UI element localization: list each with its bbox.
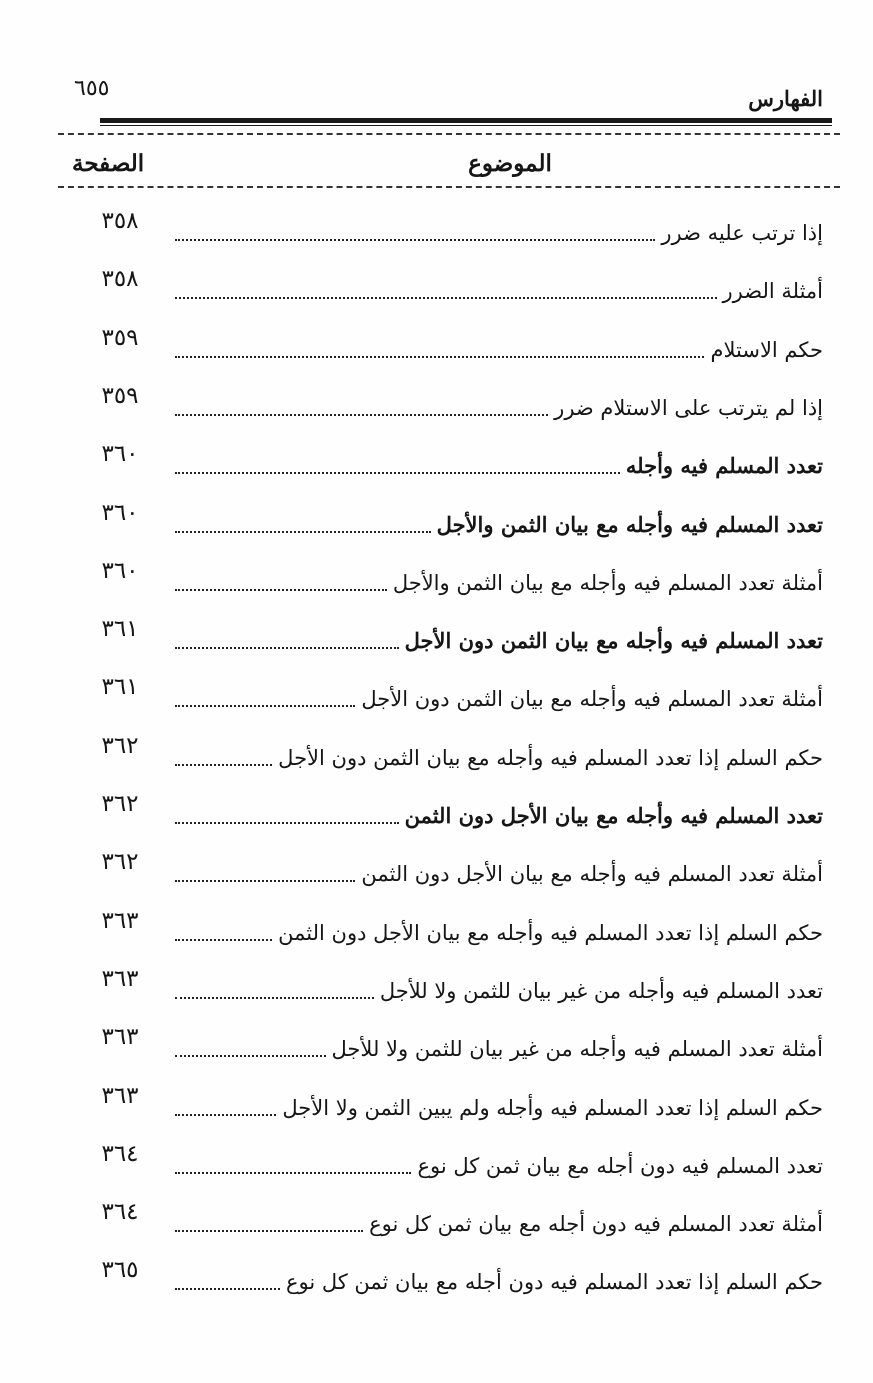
toc-entry-title: حكم السلم إذا تعدد المسلم فيه وأجله مع بيان الثمن دون الأجل bbox=[278, 745, 823, 770]
header-rule-thin bbox=[100, 125, 832, 126]
toc-row[interactable] bbox=[0, 729, 873, 787]
toc-entry-title: أمثلة تعدد المسلم فيه وأجله مع بيان الأجل دون الثمن bbox=[361, 862, 823, 887]
dot-leader bbox=[175, 705, 355, 707]
page-number: ٦٥٥ bbox=[74, 76, 110, 101]
toc-entry bbox=[175, 496, 823, 554]
toc-row[interactable] bbox=[0, 670, 873, 728]
toc-entry-title: تعدد المسلم فيه وأجله من غير بيان للثمن ولا للأجل bbox=[379, 978, 823, 1003]
dot-leader bbox=[175, 356, 704, 358]
dot-leader bbox=[175, 1230, 363, 1232]
toc-page-number: ٣٦٢ bbox=[101, 791, 139, 817]
toc-page-number: ٣٦٠ bbox=[101, 557, 139, 584]
toc-entry-title: حكم السلم إذا تعدد المسلم فيه وأجله مع بيان الأجل دون الثمن bbox=[278, 920, 823, 945]
toc-entry bbox=[175, 321, 823, 379]
toc-page-number: ٣٥٩ bbox=[101, 382, 139, 409]
toc-entry bbox=[175, 670, 823, 728]
toc-row[interactable] bbox=[0, 1253, 873, 1311]
toc-row[interactable] bbox=[0, 1137, 873, 1195]
toc-entry bbox=[175, 554, 823, 612]
column-heading-page: الصفحة bbox=[72, 150, 145, 177]
toc-entry-title: حكم السلم إذا تعدد المسلم فيه وأجله ولم يبين الثمن ولا الأجل bbox=[282, 1095, 823, 1120]
toc-page-number: ٣٦٢ bbox=[101, 732, 139, 759]
toc-page-number: ٣٦٢ bbox=[101, 849, 139, 876]
toc-row[interactable] bbox=[0, 379, 873, 437]
toc-section-title: تعدد المسلم فيه وأجله مع بيان الثمن دون الأجل bbox=[404, 628, 823, 654]
toc-entry-title: تعدد المسلم فيه دون أجله مع بيان ثمن كل نوع bbox=[417, 1153, 823, 1178]
toc-row[interactable] bbox=[0, 612, 873, 670]
toc-row[interactable] bbox=[0, 321, 873, 379]
toc-page-number: ٣٦٤ bbox=[101, 1140, 139, 1167]
toc-row[interactable] bbox=[0, 1020, 873, 1078]
toc-entry bbox=[175, 612, 823, 670]
toc-entry bbox=[175, 1253, 823, 1311]
toc-entry-title: إذا ترتب عليه ضرر bbox=[661, 221, 823, 245]
dot-leader bbox=[175, 1055, 326, 1057]
toc-row[interactable] bbox=[0, 262, 873, 320]
toc-entry bbox=[175, 1020, 823, 1078]
column-heading-dashed-rule bbox=[58, 186, 840, 188]
running-header-title: الفهارس bbox=[748, 86, 823, 111]
toc-entry bbox=[175, 904, 823, 962]
toc-row[interactable] bbox=[0, 845, 873, 903]
toc-entry-title: أمثلة تعدد المسلم فيه وأجله مع بيان الثمن والأجل bbox=[392, 570, 823, 595]
toc-section-title: تعدد المسلم فيه وأجله bbox=[625, 453, 823, 479]
toc-entry bbox=[175, 1195, 823, 1253]
toc-page-number: ٣٦١ bbox=[101, 674, 139, 701]
dot-leader bbox=[175, 997, 374, 999]
toc-page-number: ٣٦٠ bbox=[101, 499, 139, 526]
dot-leader bbox=[175, 764, 272, 766]
toc-page-number: ٣٥٩ bbox=[101, 324, 139, 351]
toc-entry-title: أمثلة الضرر bbox=[722, 279, 823, 304]
toc-section-title: تعدد المسلم فيه وأجله مع بيان الثمن والأجل bbox=[436, 511, 823, 537]
toc-row[interactable] bbox=[0, 437, 873, 495]
dot-leader bbox=[175, 297, 717, 299]
header-dashed-rule bbox=[58, 133, 840, 135]
dot-leader bbox=[175, 822, 399, 824]
toc-page-number: ٣٥٨ bbox=[101, 208, 139, 234]
toc-entry bbox=[175, 1079, 823, 1137]
toc-entry-title: أمثلة تعدد المسلم فيه وأجله من غير بيان للثمن ولا للأجل bbox=[331, 1037, 823, 1062]
toc-entry bbox=[175, 1137, 823, 1195]
toc-page-number: ٣٦٤ bbox=[101, 1199, 139, 1226]
dot-leader bbox=[175, 414, 548, 416]
toc-row[interactable] bbox=[0, 554, 873, 612]
toc-section-title: تعدد المسلم فيه وأجله مع بيان الأجل دون الثمن bbox=[404, 803, 823, 828]
toc-row[interactable] bbox=[0, 904, 873, 962]
dot-leader bbox=[175, 939, 272, 941]
toc-entry bbox=[175, 787, 823, 845]
toc-entry-title: أمثلة تعدد المسلم فيه دون أجله مع بيان ثمن كل نوع bbox=[369, 1212, 823, 1237]
toc-page-number: ٣٦٣ bbox=[101, 1024, 139, 1051]
column-heading-topic: الموضوع bbox=[468, 150, 552, 177]
toc-entry bbox=[175, 379, 823, 437]
toc-entry bbox=[175, 437, 823, 495]
toc-entry bbox=[175, 845, 823, 903]
dot-leader bbox=[175, 1288, 280, 1290]
toc-row[interactable] bbox=[0, 204, 873, 262]
toc-page-number: ٣٥٨ bbox=[101, 266, 139, 293]
dot-leader bbox=[175, 880, 355, 882]
dot-leader bbox=[175, 1172, 411, 1174]
toc-entry bbox=[175, 962, 823, 1020]
toc-entry bbox=[175, 204, 823, 262]
toc-entry-title: أمثلة تعدد المسلم فيه وأجله مع بيان الثمن دون الأجل bbox=[361, 687, 823, 712]
toc-entry-title: حكم الاستلام bbox=[710, 337, 823, 362]
toc-page-number: ٣٦٣ bbox=[101, 907, 139, 934]
dot-leader bbox=[175, 647, 399, 649]
toc-page-number: ٣٦١ bbox=[101, 616, 139, 643]
dot-leader bbox=[175, 531, 431, 533]
toc-row[interactable] bbox=[0, 1079, 873, 1137]
toc-entry-title: حكم السلم إذا تعدد المسلم فيه دون أجله مع بيان ثمن كل نوع bbox=[285, 1270, 823, 1295]
dot-leader bbox=[175, 472, 620, 474]
toc-page-number: ٣٦٠ bbox=[101, 441, 139, 468]
toc-row[interactable] bbox=[0, 962, 873, 1020]
toc-row[interactable] bbox=[0, 787, 873, 845]
toc-page-number: ٣٦٣ bbox=[101, 965, 139, 992]
toc-page-number: ٣٦٥ bbox=[101, 1257, 139, 1284]
toc-page-number: ٣٦٣ bbox=[101, 1082, 139, 1109]
toc-entry-title: إذا لم يترتب على الاستلام ضرر bbox=[554, 395, 823, 420]
toc-row[interactable] bbox=[0, 1195, 873, 1253]
dot-leader bbox=[175, 239, 655, 241]
toc-entry bbox=[175, 262, 823, 320]
toc-row[interactable] bbox=[0, 496, 873, 554]
dot-leader bbox=[175, 589, 387, 591]
header-rule-thick bbox=[100, 118, 832, 123]
toc-entry bbox=[175, 729, 823, 787]
dot-leader bbox=[175, 1114, 276, 1116]
